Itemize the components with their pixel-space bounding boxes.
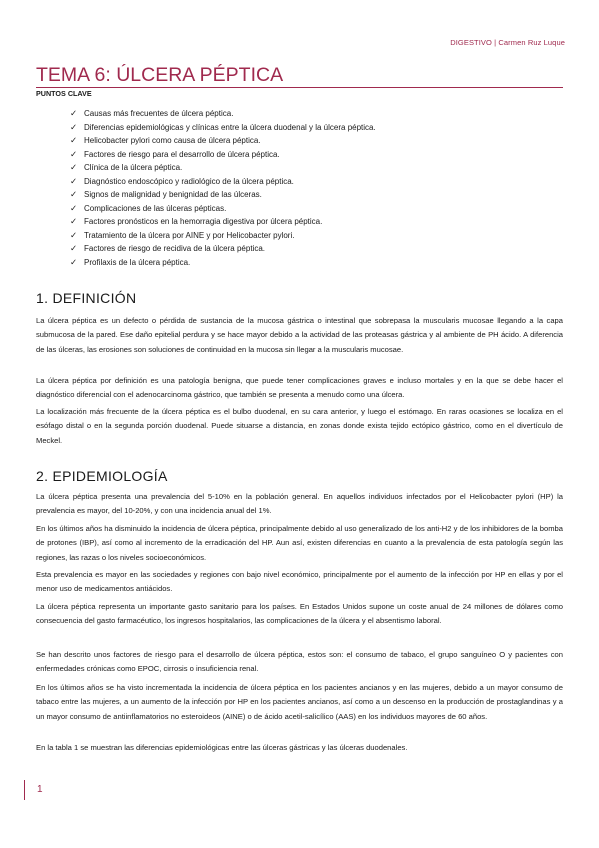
key-point: ✓ Factores de riesgo de recidiva de la úlcera péptica. [70, 242, 376, 256]
paragraph: La localización más frecuente de la úlcera péptica es el bulbo duodenal, en su cara anterior, y luego el estómago. En raras ocasiones se localiza en el esófago distal o en la segunda porción duodenal. Puede situarse a distancia, en zonas donde exista tejido ectópico gástrico, como en el divertículo de Meckel. [36, 407, 563, 445]
checkmark-icon: ✓ [70, 135, 78, 145]
checkmark-icon: ✓ [70, 256, 78, 267]
key-point: ✓ Complicaciones de las úlceras pépticas. [70, 202, 376, 216]
paragraph: En los últimos años se ha visto incrementada la incidencia de úlcera péptica en los pacientes ancianos y en las mujeres, debido a un mayor consumo de tabaco entre las mujeres, a un aumento de la infección por HP en los pacientes ancianos, así como a un descenso en la producción de prostaglandinas y a un mayor consumo de antiinflamatorios no esteroideos (AINE) o de ácido acetil-salicílico (AAS) en los individuos mayores de 60 años. [36, 683, 563, 721]
paragraph: La úlcera péptica representa un importante gasto sanitario para los países. En Estados Unidos supone un coste anual de 24 millones de dólares como consecuencia del gasto farmacéutico, los ingresos hospitalarios, las complicaciones de la úlcera y el absentismo laboral. [36, 602, 563, 626]
checkmark-icon: ✓ [70, 148, 78, 159]
paragraph: En la tabla 1 se muestran las diferencias epidemiológicas entre las úlceras gástricas y las úlceras duodenales. [36, 743, 408, 752]
key-point: ✓ Clínica de la úlcera péptica. [70, 161, 376, 175]
key-points-heading: PUNTOS CLAVE [36, 89, 92, 98]
section-heading-epidemiologia: 2. EPIDEMIOLOGÍA [36, 468, 168, 484]
key-point: ✓ Causas más frecuentes de úlcera péptica. [70, 107, 376, 121]
key-point: ✓ Factores de riesgo para el desarrollo de úlcera péptica. [70, 148, 376, 162]
running-header: DIGESTIVO | Carmen Ruz Luque [450, 38, 565, 47]
checkmark-icon: ✓ [70, 175, 78, 186]
paragraph: Se han descrito unos factores de riesgo para el desarrollo de úlcera péptica, estos son: el consumo de tabaco, el grupo sanguíneo O y pacientes con enfermedades crónicas como EPOC, cirrosis o insuficiencia renal. [36, 650, 563, 674]
page-number: 1 [24, 780, 43, 800]
checkmark-icon: ✓ [70, 216, 78, 226]
key-point: ✓ Signos de malignidad y benignidad de las úlceras. [70, 188, 376, 202]
checkmark-icon: ✓ [70, 189, 78, 199]
paragraph: La úlcera péptica presenta una prevalencia del 5-10% en la población general. En aquellos individuos infectados por el Helicobacter pylori (HP) la prevalencia es mayor, del 10-20%, y con una incidencia anual del 1%. [36, 492, 563, 516]
key-point: ✓ Factores pronósticos en la hemorragia digestiva por úlcera péptica. [70, 215, 376, 229]
key-point: ✓ Profilaxis de la úlcera péptica. [70, 256, 376, 270]
key-point: ✓ Tratamiento de la úlcera por AINE y por Helicobacter pylori. [70, 229, 376, 243]
checkmark-icon: ✓ [70, 243, 78, 253]
checkmark-icon: ✓ [70, 229, 78, 240]
key-points-list [70, 107, 376, 269]
key-point: ✓ Diferencias epidemiológicas y clínicas entre la úlcera duodenal y la úlcera péptica. [70, 121, 376, 135]
checkmark-icon: ✓ [70, 108, 78, 118]
paragraph: Esta prevalencia es mayor en las sociedades y regiones con bajo nivel económico, principalmente por el aumento de la infección por HP en ellas y por el menor uso de medicamentos antiácidos. [36, 570, 563, 594]
section-heading-definicion: 1. DEFINICIÓN [36, 290, 137, 306]
checkmark-icon: ✓ [70, 121, 78, 132]
page-title: TEMA 6: ÚLCERA PÉPTICA [36, 64, 563, 88]
key-point: ✓ Helicobacter pylori como causa de úlcera péptica. [70, 134, 376, 148]
paragraph: En los últimos años ha disminuido la incidencia de úlcera péptica, principalmente debido al uso generalizado de los anti-H2 y de los inhibidores de la bomba de protones (IBP), así como al incremento de la erradicación del HP. Aun así, existen diferencias en cuanto a la prevalencia de esta patología según las regiones, las razas o los niveles socioeconómicos. [36, 524, 563, 562]
paragraph: La úlcera péptica es un defecto o pérdida de sustancia de la mucosa gástrica o intestinal que sobrepasa la muscularis mucosae llegando a la capa submucosa de la pared. Ese daño epitelial perdura y se hace mayor debido a la actividad de las proteasas gástrica y al ambiente de PH ácido. A diferencia de las úlceras, las erosiones son soluciones de continuidad en la mucosa sin llegar a la muscularis mucosae. [36, 316, 563, 354]
paragraph: La úlcera péptica por definición es una patología benigna, que puede tener complicaciones graves e incluso mortales y en la que se debe hacer el diagnóstico diferencial con el adenocarcinoma gástrico, que también se presenta a menudo como una úlcera. [36, 376, 563, 400]
key-point: ✓ Diagnóstico endoscópico y radiológico de la úlcera péptica. [70, 175, 376, 189]
checkmark-icon: ✓ [70, 162, 78, 172]
checkmark-icon: ✓ [70, 202, 78, 213]
